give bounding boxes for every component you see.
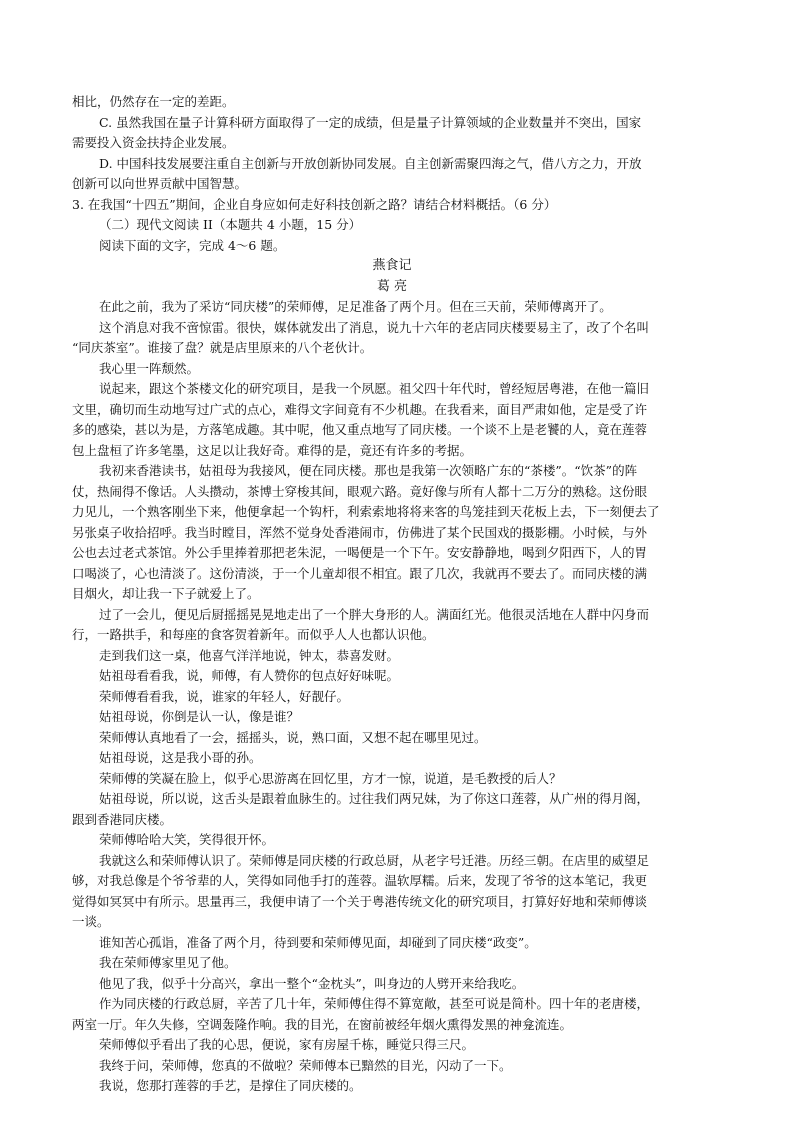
- text-line: 行，一路拱手，和每座的食客贺着新年。而似乎人人也都认识他。: [72, 627, 435, 642]
- text-line: 我在荣师傅家里见了他。: [99, 955, 237, 970]
- text-line: 在此之前，我为了采访“同庆楼”的荣师傅，足足准备了两个月。但在三天前，荣师傅离开了。: [99, 299, 612, 314]
- text-line: 姑祖母看看我，说，师傅，有人赞你的包点好好味呢。: [99, 668, 400, 683]
- text-line: 文里，确切而生动地写过广式的点心，难得文字间竟有不少机趣。在我看来，面目严肃如他，定是受了许: [72, 401, 648, 417]
- text-line: 我说，您那打莲蓉的手艺，是撑住了同庆楼的。: [99, 1078, 362, 1093]
- text-line: 公也去过老式茶馆。外公手里捧着那把老朱泥，一喝便是一个下午。安安静静地，喝到夕阳西下，人的胃: [72, 545, 648, 560]
- text-line: D. 中国科技发展要注重自主创新与开放创新协同发展。自主创新需聚四海之气，借八方之力，开放: [99, 155, 642, 171]
- text-line: 过了一会儿，便见后厨摇摇晃晃地走出了一个胖大身形的人。满面红光。他很灵活地在人群中闪身而: [99, 606, 650, 622]
- text-line: 他见了我，似乎十分高兴，拿出一整个“金枕头”，叫身边的人劈开来给我吃。: [99, 975, 525, 991]
- text-line: 跟到香港同庆楼。: [72, 811, 173, 827]
- text-line: 仗，热闹得不像话。人头攒动，茶博士穿梭其间，眼观六路。竟好像与所有人都十二万分的熟稔。这份眼: [72, 483, 648, 499]
- text-line: 相比，仍然存在一定的差距。: [72, 94, 235, 109]
- text-line: 荣师傅看看我，说，谁家的年轻人，好靓仔。: [99, 688, 350, 704]
- text-line: 荣师傅哈哈大笑，笑得很开怀。: [99, 832, 275, 847]
- text-line: 谁知苦心孤诣，准备了两个月，待到要和荣师傅见面，却碰到了同庆楼“政变”。: [99, 934, 537, 950]
- text-line: 荣师傅似乎看出了我的心思，便说，家有房屋千栋，睡觉只得三尺。: [99, 1037, 475, 1052]
- text-line: C. 虽然我国在量子计算科研方面取得了一定的成绩，但是量子计算领域的企业数量并不突出，国家: [99, 114, 642, 130]
- text-line: 我就这么和荣师傅认识了。荣师傅是同庆楼的行政总厨，从老字号迁港。历经三朝。在店里的威望足: [99, 852, 650, 868]
- text-line: 另张桌子收拾招呼。我当时瞠目，浑然不觉身处香港闹市，仿佛进了某个民国戏的摄影棚。小时候，与外: [72, 524, 648, 540]
- document-body: [72, 92, 712, 1097]
- text-line: 创新可以向世界贡献中国智慧。: [72, 176, 248, 191]
- text-line: 够，对我总像是个爷爷辈的人，笑得如同他手打的莲蓉。温软厚糯。后来，发现了爷爷的这本笔记，我更: [72, 873, 648, 888]
- text-line: （二）现代文阅读 II（本题共 4 小题，15 分）: [99, 217, 362, 232]
- text-line: 荣师傅认真地看了一会，摇摇头，说，熟口面，又想不起在哪里见过。: [99, 729, 487, 745]
- text-line: 力见儿，一个熟客刚坐下来，他便拿起一个钩杆，利索索地将将来客的鸟笼挂到天花板上去，下一刻便去了: [72, 504, 660, 519]
- text-line: 包上盘桓了许多笔墨，这足以让我好奇。难得的是，竟还有许多的考据。: [72, 442, 473, 458]
- article-author: 葛 亮: [376, 278, 408, 294]
- text-line: 走到我们这一桌，他喜气洋洋地说，钟太，恭喜发财。: [99, 647, 400, 663]
- text-line: 觉得如冥冥中有所示。思量再三，我便申请了一个关于粤港传统文化的研究项目，打算好好地和荣师傅谈: [72, 893, 648, 909]
- text-line: 这个消息对我不啻惊雷。很快，媒体就发出了消息，说九十六年的老店同庆楼要易主了，改了个名叫: [99, 319, 650, 335]
- text-line: 姑祖母说，所以说，这舌头是跟着血脉生的。过往我们两兄妹，为了你这口莲蓉，从广州的得月阁，: [99, 791, 650, 806]
- text-line: 姑祖母说，这是我小哥的孙。: [99, 750, 262, 765]
- text-line: 姑祖母说，你倒是认一认，像是谁？: [99, 709, 300, 724]
- text-line: 我初来香港读书，姑祖母为我接风，便在同庆楼。那也是我第一次领略广东的“茶楼”。“饮茶”的阵: [99, 463, 638, 478]
- text-line: 一谈。: [72, 914, 110, 929]
- text-line: 目烟火，却让我一下子就爱上了。: [72, 586, 260, 601]
- text-line: 口喝淡了，心也清淡了。这份清淡，于一个儿童却很不相宜。跟了几次，我就再不要去了。而同庆楼的满: [72, 565, 648, 581]
- article-title: 燕食记: [372, 258, 412, 273]
- text-line: 我终于问，荣师傅，您真的不做啦？荣师傅本已黯然的目光，闪动了一下。: [99, 1057, 512, 1073]
- text-line: 需要投入资金扶持企业发展。: [72, 135, 235, 150]
- text-line: 作为同庆楼的行政总厨，辛苦了几十年，荣师傅住得不算宽敞，甚至可说是简朴。四十年的老唐楼，: [99, 996, 650, 1011]
- text-line: 3. 在我国“十四五”期间，企业自身应如何走好科技创新之路？请结合材料概括。（6 分）: [72, 196, 557, 212]
- text-line: 荣师傅的笑凝在脸上，似乎心思游离在回忆里，方才一惊，说道，是毛教授的后人？: [99, 770, 562, 786]
- text-line: “同庆茶室”。谁接了盘？就是店里原来的八个老伙计。: [72, 340, 373, 355]
- text-line: 我心里一阵颓然。: [99, 360, 200, 376]
- text-line: 两室一厅。年久失修，空调轰隆作响。我的目光，在窗前被经年烟火熏得发黑的神龛流连。: [72, 1016, 573, 1032]
- text-line: 多的感染，甚以为是，方落笔成趣。其中呢，他又重点地写了同庆楼。一个谈不上是老饕的人，竟在莲蓉: [72, 422, 648, 437]
- text-line: 阅读下面的文字，完成 4～6 题。: [99, 237, 286, 253]
- text-line: 说起来，跟这个茶楼文化的研究项目，是我一个夙愿。祖父四十年代时，曾经短居粤港，在他一篇旧: [99, 381, 650, 396]
